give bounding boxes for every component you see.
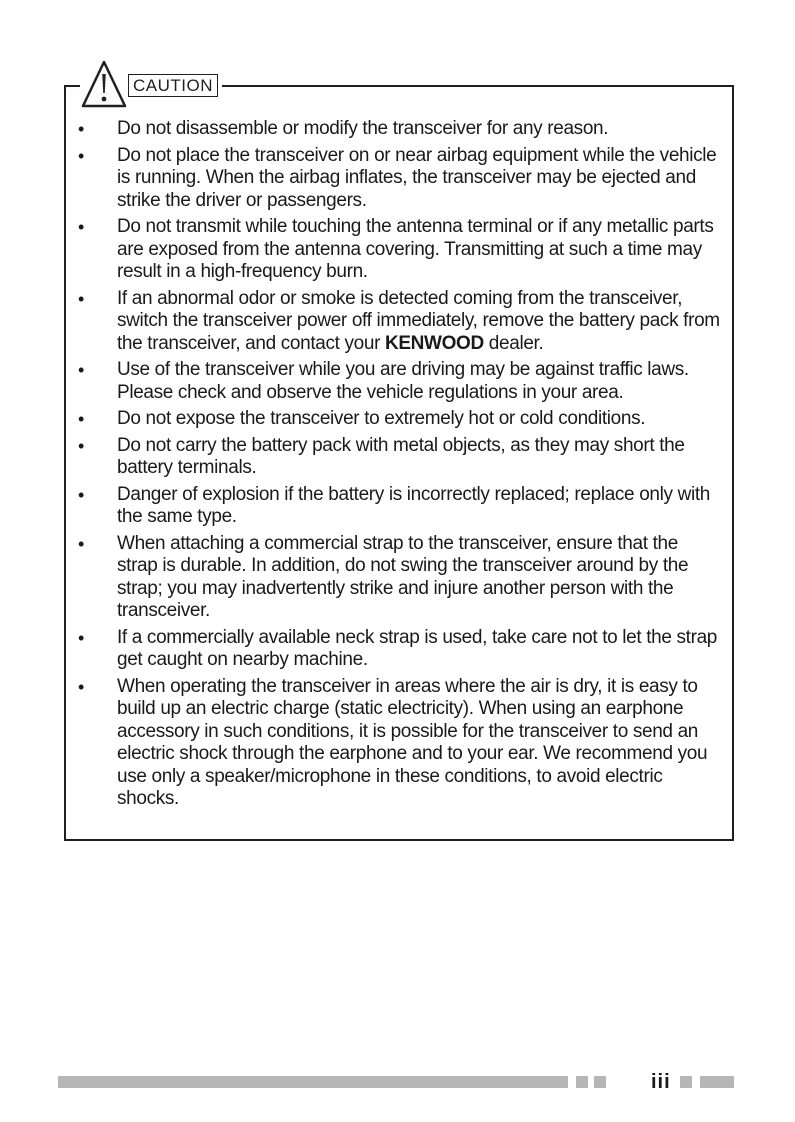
bullet-icon: • (78, 484, 84, 505)
caution-item-text-end: dealer. (483, 332, 544, 354)
bullet-icon: • (78, 627, 84, 648)
caution-item (66, 288, 732, 356)
caution-item-text: Do not place the transceiver on or near airbag equipment while the vehicle is running. When the airbag inflates, the transceiver may be ejected and strike the driver or passengers. (117, 144, 717, 211)
caution-item (66, 216, 732, 284)
caution-item (66, 676, 732, 811)
footer-bar (58, 1076, 568, 1088)
caution-item (66, 359, 732, 404)
page-number: iii (651, 1071, 671, 1093)
caution-list (66, 118, 732, 815)
caution-item-text: Danger of explosion if the battery is incorrectly replaced; replace only with the same type. (117, 483, 710, 527)
caution-item (66, 484, 732, 529)
footer-bar-right (700, 1076, 734, 1088)
bullet-icon: • (78, 288, 84, 309)
caution-item (66, 145, 732, 213)
caution-header (80, 59, 222, 109)
caution-item-text: Do not transmit while touching the antenna terminal or if any metallic parts are exposed from the antenna covering. Transmitting at such a time may result in a high-frequency burn. (117, 216, 714, 282)
caution-label: CAUTION (128, 74, 218, 97)
bullet-icon: • (78, 533, 84, 554)
bullet-icon: • (78, 145, 84, 166)
bullet-icon: • (78, 676, 84, 697)
caution-item (66, 533, 732, 623)
caution-item-text: Do not expose the transceiver to extremely hot or cold conditions. (117, 408, 646, 429)
footer-square (576, 1076, 588, 1088)
bullet-icon: • (78, 409, 84, 429)
caution-item (66, 627, 732, 672)
caution-item-text: If a commercially available neck strap is used, take care not to let the strap get caught on nearby machine. (117, 626, 717, 670)
footer-square (680, 1076, 692, 1088)
caution-item (66, 408, 732, 431)
warning-triangle-icon (80, 59, 130, 109)
caution-item (66, 118, 732, 141)
brand-name: KENWOOD (384, 332, 484, 354)
bullet-icon: • (78, 435, 84, 456)
bullet-icon: • (78, 119, 84, 139)
caution-item (66, 435, 732, 480)
footer-square (594, 1076, 606, 1088)
bullet-icon: • (78, 217, 84, 237)
caution-item-text: Do not disassemble or modify the transceiver for any reason. (117, 118, 609, 139)
bullet-icon: • (78, 360, 84, 380)
caution-box (64, 76, 734, 841)
caution-item-text: When attaching a commercial strap to the transceiver, ensure that the strap is durable. In addition, do not swing the transceiver around by the strap; you may inadvertently strike and injure another person with the transceiver. (117, 532, 689, 621)
caution-item-text: If an abnormal odor or smoke is detected coming from the transceiver, switch the transceiver power off immediately, remove the battery pack from the transceiver, and contact your (117, 287, 720, 354)
caution-item-text: When operating the transceiver in areas where the air is dry, it is easy to build up an electric charge (static electricity). When using an earphone accessory in such conditions, it is possible for the transceiver to send an electric shock through the earphone and to your ear. We recommend you use only a speaker/microphone in these conditions, to avoid electric shocks. (117, 675, 708, 809)
caution-item-text: Do not carry the battery pack with metal objects, as they may short the battery terminals. (117, 434, 685, 478)
caution-item-text: Use of the transceiver while you are driving may be against traffic laws. Please check and observe the vehicle regulations in your area. (117, 359, 689, 403)
